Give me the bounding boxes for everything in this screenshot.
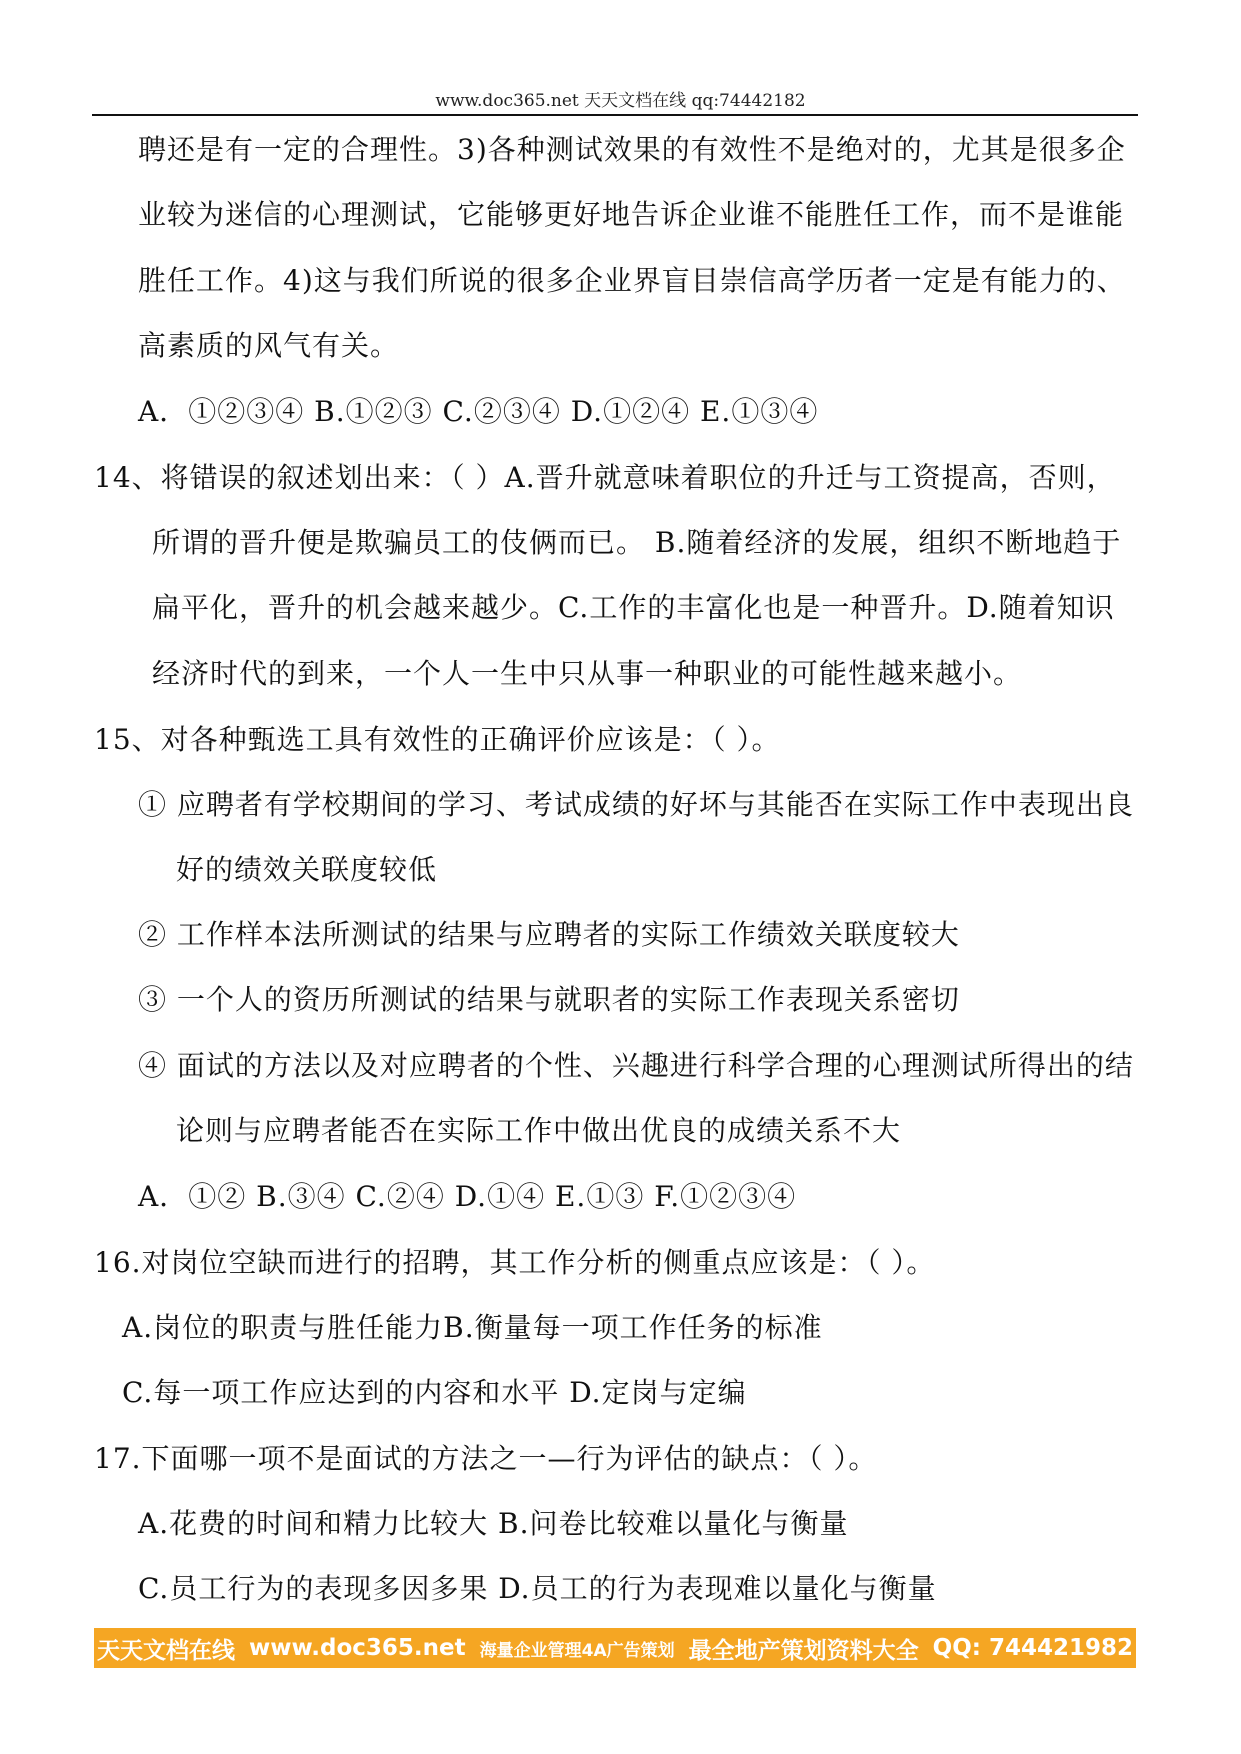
text-line: 聘还是有一定的合理性。3)各种测试效果的有效性不是绝对的，尤其是很多企 [138, 133, 1126, 166]
text-line: 论则与应聘者能否在实际工作中做出优良的成绩关系不大 [176, 1114, 902, 1147]
options-line: A．①②③④ B.①②③ C.②③④ D.①②④ E.①③④ [138, 395, 819, 428]
footer-slogan: 最全地产策划资料大全 [688, 1637, 919, 1664]
question-15: 15、对各种甄选工具有效性的正确评价应该是：（ ）。 [94, 723, 781, 756]
footer-site-name: 天天文档在线 [97, 1637, 236, 1664]
options-line: A.岗位的职责与胜任能力B.衡量每一项工作任务的标准 [122, 1311, 823, 1344]
statement-4: ④ 面试的方法以及对应聘者的个性、兴趣进行科学合理的心理测试所得出的结 [138, 1049, 1134, 1082]
page-header: www.doc365.net 天天文档在线 qq:74442182 [435, 91, 806, 111]
text-line: 扁平化，晋升的机会越来越少。C.工作的丰富化也是一种晋升。D.随着知识 [152, 591, 1115, 624]
text-line: 经济时代的到来，一个人一生中只从事一种职业的可能性越来越小。 [152, 657, 1023, 690]
question-16: 16.对岗位空缺而进行的招聘，其工作分析的侧重点应该是：（ ）。 [94, 1246, 936, 1279]
statement-3: ③ 一个人的资历所测试的结果与就职者的实际工作表现关系密切 [138, 983, 960, 1016]
statement-2: ② 工作样本法所测试的结果与应聘者的实际工作绩效关联度较大 [138, 918, 960, 951]
options-line: A．①② B.③④ C.②④ D.①④ E.①③ F.①②③④ [138, 1180, 797, 1213]
footer-qq: QQ: 744421982 [932, 1635, 1133, 1661]
options-line: C.员工行为的表现多因多果 D.员工的行为表现难以量化与衡量 [138, 1572, 937, 1605]
text-line: 胜任工作。4)这与我们所说的很多企业界盲目崇信高学历者一定是有能力的、 [138, 264, 1126, 297]
text-line: 业较为迷信的心理测试，它能够更好地告诉企业谁不能胜任工作，而不是谁能 [138, 198, 1125, 231]
options-line: A.花费的时间和精力比较大 B.问卷比较难以量化与衡量 [138, 1507, 849, 1540]
text-line: 高素质的风气有关。 [138, 329, 400, 362]
footer-banner [94, 1628, 1136, 1668]
statement-1: ① 应聘者有学校期间的学习、考试成绩的好坏与其能否在实际工作中表现出良 [138, 788, 1134, 821]
footer-url-link[interactable]: www.doc365.net [249, 1635, 466, 1661]
footer-slogan: 海量企业管理4A广告策划 [479, 1640, 675, 1661]
text-line: 所谓的晋升便是欺骗员工的伎俩而已。 B.随着经济的发展，组织不断地趋于 [152, 526, 1122, 559]
question-14: 14、将错误的叙述划出来：（ ）A.晋升就意味着职位的升迁与工资提高，否则， [94, 461, 1116, 494]
options-line: C.每一项工作应达到的内容和水平 D.定岗与定编 [122, 1376, 747, 1409]
question-17: 17.下面哪一项不是面试的方法之一—行为评估的缺点：（ ）。 [94, 1442, 878, 1475]
text-line: 好的绩效关联度较低 [176, 853, 438, 886]
header-rule [92, 114, 1138, 116]
